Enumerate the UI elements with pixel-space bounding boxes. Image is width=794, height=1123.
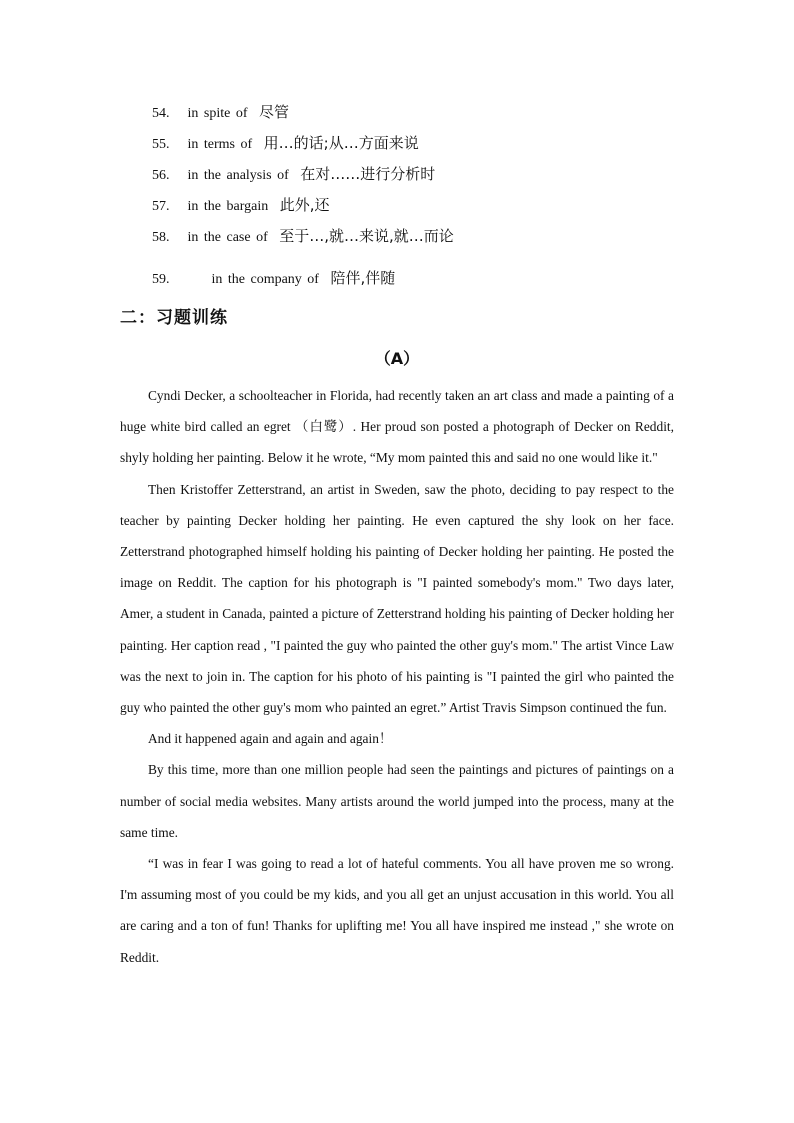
phrase-list — [152, 100, 712, 297]
phrase-number: 58. — [152, 230, 170, 245]
passage-paragraph: “I was in fear I was going to read a lot of hateful comments. You all have proven me so wrong. I'm assuming most of you could be my kids, and you all get an unjust accusation in this world. You all are caring and a ton of fun! Thanks for uplifting me! You all have inspired me instead ," she wrote on Reddit. — [120, 856, 674, 965]
phrase-number: 57. — [152, 199, 170, 214]
passage-label: （A） — [374, 349, 420, 368]
phrase-item-59 — [152, 266, 712, 297]
phrase-item-58 — [152, 224, 712, 255]
phrase-chinese: 陪伴,伴随 — [330, 269, 396, 287]
phrase-english: in spite of — [187, 106, 248, 121]
phrase-chinese: 此外,还 — [279, 196, 330, 214]
reading-passage — [120, 380, 674, 973]
passage-paragraph: Then Kristoffer Zetterstrand, an artist in Sweden, saw the photo, deciding to pay respect to the teacher by painting Decker holding her painting. He even captured the shy look on her face. Zetterstrand photographed himself holding his painting of Decker holding her painting. He posted the image on Reddit. The caption for his photograph is "I painted somebody's mom." Two days later, Amer, a student in Canada, painted a picture of Zetterstrand holding his painting of Decker holding her painting. Her caption read , "I painted the guy who painted the other guy's mom." The artist Vince Law was the next to join in. The caption for his photo of his painting is "I painted the girl who painted the guy who painted the other guy's mom who painted an egret.” Artist Travis Simpson continued the fun. — [120, 481, 674, 716]
passage-paragraph: By this time, more than one million people had seen the paintings and pictures of paintings on a number of social media websites. Many artists around the world jumped into the process, many at the same time. — [120, 762, 674, 840]
phrase-english: in terms of — [187, 137, 253, 152]
phrase-number: 55. — [152, 137, 170, 152]
phrase-item-54 — [152, 100, 712, 131]
phrase-number: 56. — [152, 168, 170, 183]
phrase-item-55 — [152, 131, 712, 162]
phrase-item-56 — [152, 162, 712, 193]
phrase-chinese: 至于…,就…来说,就…而论 — [279, 227, 454, 245]
phrase-item-57 — [152, 193, 712, 224]
phrase-english: in the bargain — [187, 199, 269, 214]
phrase-number: 59. — [152, 272, 170, 287]
passage-paragraph: Cyndi Decker, a schoolteacher in Florida, had recently taken an art class and made a painting of a huge white bird called an egret （白鹭）. Her proud son posted a photograph of Decker on Reddit, shyly holding her painting. Below it he wrote, “My mom painted this and said no one would like it." — [120, 388, 674, 466]
passage-paragraph: And it happened again and again and again！ — [148, 731, 393, 747]
phrase-chinese: 尽管 — [259, 103, 290, 121]
phrase-english: in the analysis of — [187, 168, 289, 183]
phrase-english: in the case of — [187, 230, 268, 245]
phrase-english: in the company of — [211, 272, 319, 287]
section-title: 二：习题训练 — [120, 308, 228, 328]
phrase-chinese: 用…的话;从…方面来说 — [263, 134, 419, 152]
phrase-number: 54. — [152, 106, 170, 121]
phrase-chinese: 在对……进行分析时 — [300, 165, 436, 183]
